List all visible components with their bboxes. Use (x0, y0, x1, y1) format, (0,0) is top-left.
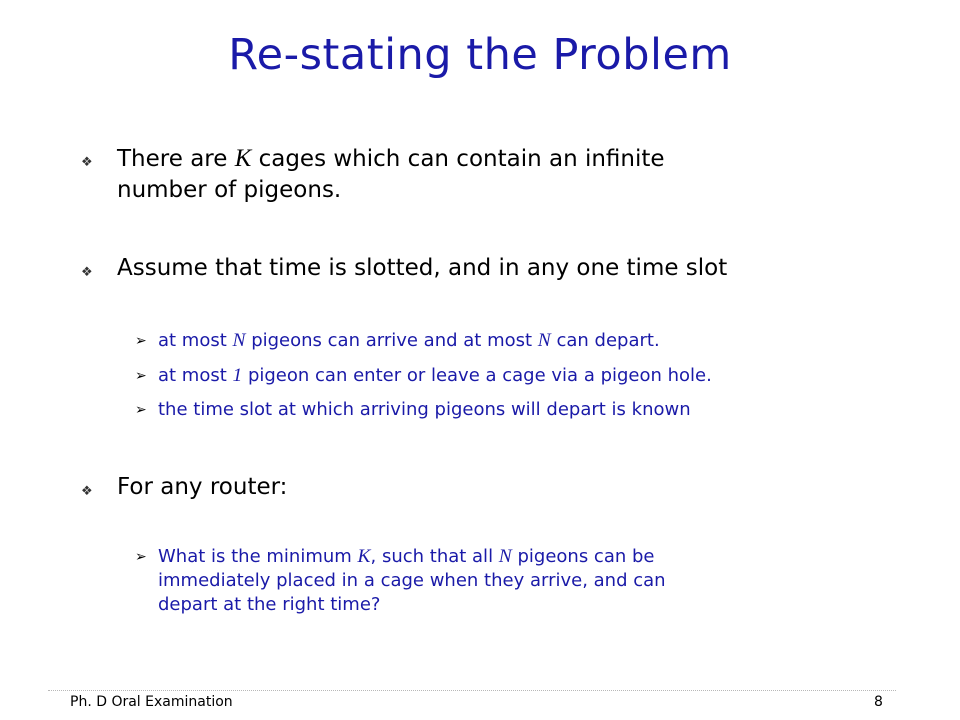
diamond-bullet-icon: ❖ (81, 484, 93, 499)
arrow-bullet-icon: ➢ (135, 402, 147, 418)
slide-title: Re-stating the Problem (228, 30, 732, 80)
bullet-cages (81, 143, 665, 206)
subbullet-minimum-k-line3: depart at the right time? (158, 594, 381, 615)
arrow-bullet-icon: ➢ (135, 333, 147, 349)
text-run: , such that all (370, 546, 499, 567)
text-run: pigeons can be (511, 546, 655, 567)
math-var: K (234, 145, 252, 172)
arrow-bullet-icon: ➢ (135, 368, 147, 384)
text-run: at most (158, 330, 233, 351)
subbullet-minimum-k-line2: immediately placed in a cage when they arrive, and can (158, 570, 666, 591)
text-run: What is the minimum (158, 546, 358, 567)
text-run: the time slot at which arriving pigeons will depart is known (158, 399, 691, 420)
math-var: N (537, 330, 551, 351)
math-var: N (232, 330, 246, 351)
arrow-bullet-icon: ➢ (135, 549, 147, 565)
subbullet-depart-known (135, 398, 691, 422)
text-run: pigeon can enter or leave a cage via a pigeon hole. (242, 365, 712, 386)
text-run: cages which can contain an infinite (251, 146, 665, 172)
subbullet-minimum-k-line1 (158, 545, 666, 569)
math-var: 1 (232, 365, 243, 386)
bullet-cages-line2: number of pigeons. (117, 177, 342, 203)
footer-divider (48, 690, 896, 691)
page-number: 8 (874, 694, 883, 710)
bullet-cages-line1 (117, 143, 665, 175)
math-var: K (357, 546, 371, 567)
text-run: There are (117, 146, 235, 172)
bullet-assume (81, 253, 728, 284)
subbullet-arrive-depart (135, 329, 660, 353)
bullet-assume-text: Assume that time is slotted, and in any one time slot (117, 255, 728, 281)
bullet-router (81, 472, 288, 503)
diamond-bullet-icon: ❖ (81, 155, 93, 170)
text-run: can depart. (550, 330, 660, 351)
bullet-router-text: For any router: (117, 474, 288, 500)
subbullet-pigeon-hole (135, 364, 712, 388)
text-run: pigeons can arrive and at most (245, 330, 538, 351)
text-run: at most (158, 365, 233, 386)
subbullet-minimum-k (135, 545, 666, 617)
math-var: N (498, 546, 512, 567)
footer-label: Ph. D Oral Examination (70, 694, 233, 710)
diamond-bullet-icon: ❖ (81, 265, 93, 280)
